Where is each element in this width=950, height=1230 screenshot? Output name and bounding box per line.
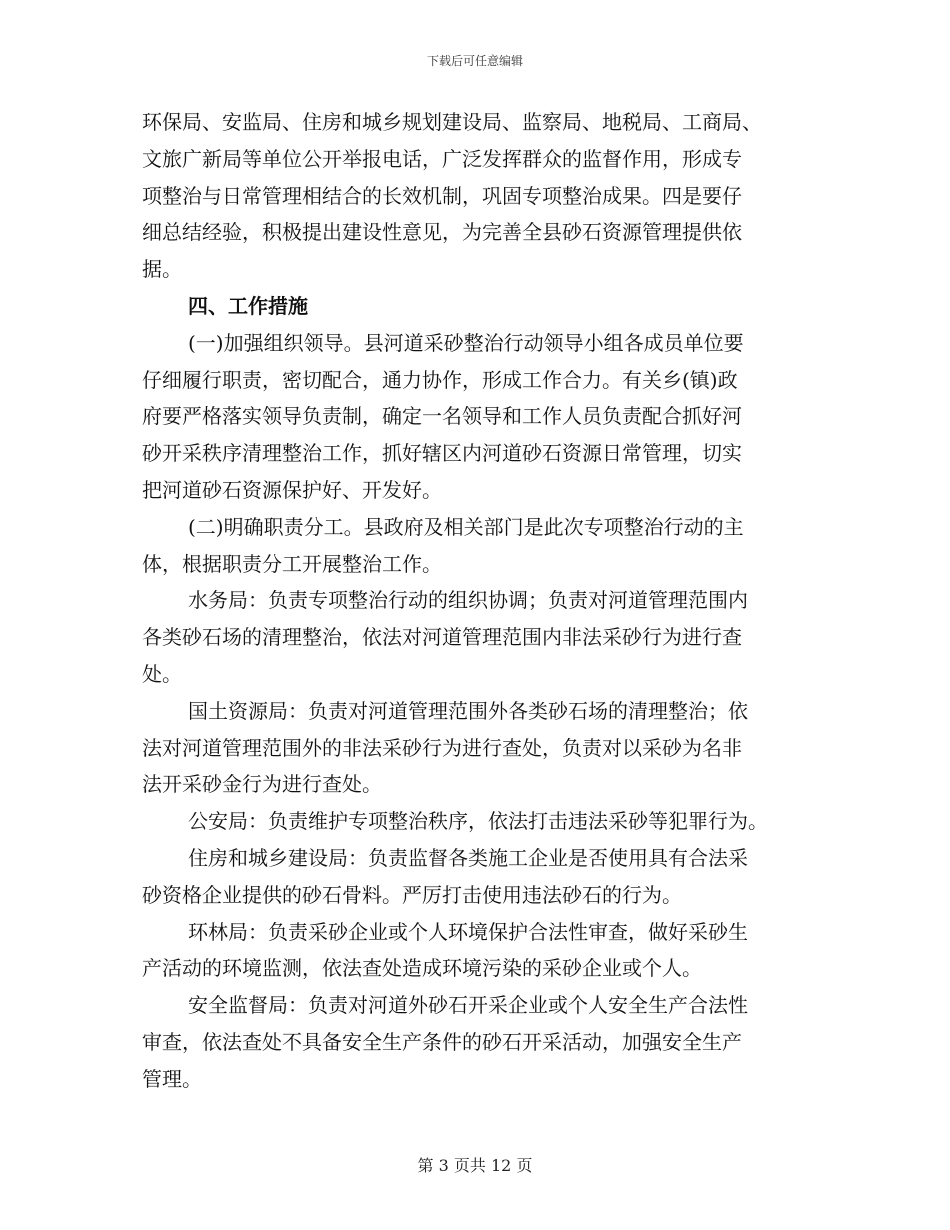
document-body	[142, 104, 812, 1098]
paragraph-line: 法对河道管理范围外的非法采砂行为进行查处，负责对以采砂为名非	[142, 735, 742, 760]
paragraph-line: 环林局：负责采砂企业或个人环境保护合法性审查，做好采砂生	[188, 919, 748, 944]
paragraph-line: 各类砂石场的清理整治，依法对河道管理范围内非法采砂行为进行查	[142, 625, 742, 650]
paragraph-line: 府要严格落实领导负责制，确定一名领导和工作人员负责配合抓好河	[142, 404, 742, 429]
paragraph-line: 项整治与日常管理相结合的长效机制，巩固专项整治成果。四是要仔	[142, 183, 742, 208]
paragraph-line: 安全监督局：负责对河道外砂石开采企业或个人安全生产合法性	[188, 993, 748, 1018]
paragraph-line: 审查，依法查处不具备安全生产条件的砂石开采活动，加强安全生产	[142, 1029, 742, 1054]
paragraph-line: 国土资源局：负责对河道管理范围外各类砂石场的清理整治；依	[188, 698, 748, 723]
paragraph-line: 仔细履行职责，密切配合，通力协作，形成工作合力。有关乡(镇)政	[142, 367, 738, 392]
paragraph-line: 砂资格企业提供的砂石骨料。严厉打击使用违法砂石的行为。	[142, 882, 682, 907]
paragraph-line: 住房和城乡建设局：负责监督各类施工企业是否使用具有合法采	[188, 845, 748, 870]
paragraph-line: 管理。	[142, 1066, 202, 1091]
paragraph-line: (一)加强组织领导。县河道采砂整治行动领导小组各成员单位要	[188, 330, 744, 355]
paragraph-line: 产活动的环境监测，依法查处造成环境污染的采砂企业或个人。	[142, 956, 702, 981]
paragraph-line: 环保局、安监局、住房和城乡规划建设局、监察局、地税局、工商局、	[142, 110, 762, 134]
paragraph-line: 据。	[142, 257, 182, 282]
paragraph-line: 文旅广新局等单位公开举报电话，广泛发挥群众的监督作用，形成专	[142, 146, 742, 171]
paragraph-line: 处。	[142, 661, 182, 686]
page-footer: 第 3 页共 12 页	[417, 1156, 533, 1175]
paragraph-line: 法开采砂金行为进行查处。	[142, 772, 382, 797]
paragraph-line: 公安局：负责维护专项整治秩序，依法打击违法采砂等犯罪行为。	[188, 809, 768, 834]
paragraph-line: 细总结经验，积极提出建设性意见，为完善全县砂石资源管理提供依	[142, 220, 742, 245]
section-heading: 四、工作措施	[188, 293, 308, 318]
paragraph-line: 把河道砂石资源保护好、开发好。	[142, 477, 442, 502]
paragraph-line: 水务局：负责专项整治行动的组织协调；负责对河道管理范围内	[188, 588, 748, 613]
paragraph-line: 砂开采秩序清理整治工作，抓好辖区内河道砂石资源日常管理，切实	[142, 441, 742, 466]
page-header: 下载后可任意编辑	[426, 54, 523, 68]
paragraph-line: 体，根据职责分工开展整治工作。	[142, 551, 442, 576]
paragraph-line: (二)明确职责分工。县政府及相关部门是此次专项整治行动的主	[188, 514, 744, 539]
